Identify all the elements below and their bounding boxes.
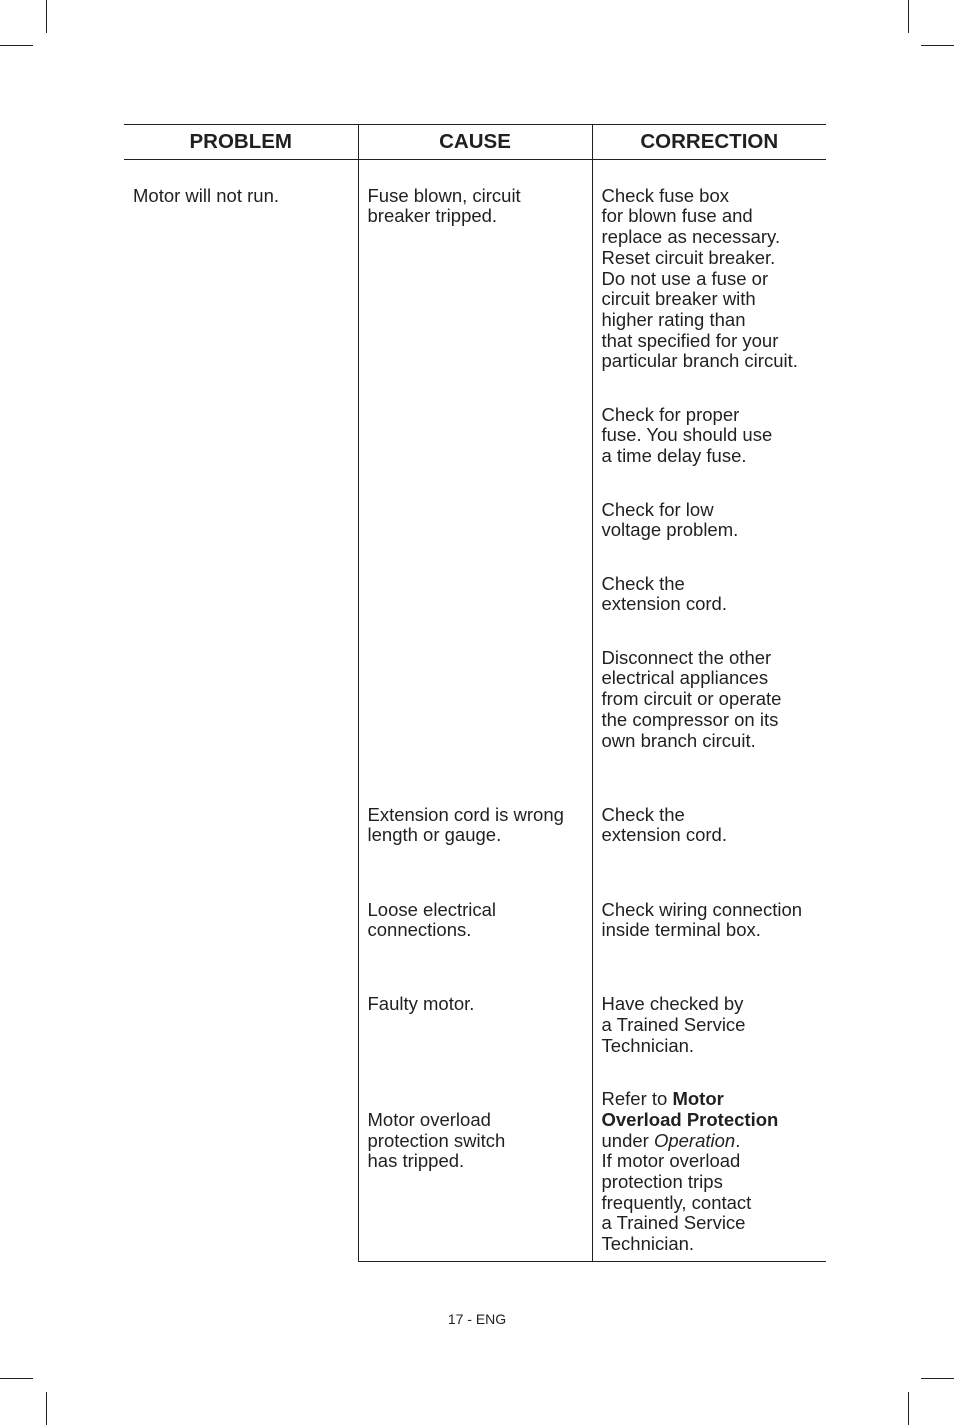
table-row (124, 160, 826, 784)
table-header-row (124, 125, 826, 160)
crop-mark (908, 1392, 909, 1425)
cause-cell: Fuse blown, circuit breaker tripped. (367, 184, 521, 227)
cause-cell: Motor overload protection switch has tripped. (367, 1108, 506, 1172)
problem-cell: Motor will not run. (133, 184, 279, 206)
cause-cell: Faulty motor. (367, 993, 475, 1015)
section-reference: Motor (672, 1088, 724, 1110)
crop-mark (0, 1378, 33, 1379)
crop-mark (908, 0, 909, 33)
crop-mark (921, 45, 954, 46)
correction-paragraph: Check for proper fuse. You should use a time delay fuse. (601, 403, 773, 467)
section-reference-italic: Operation (653, 1129, 736, 1151)
page-number: 17 - ENG (447, 1311, 507, 1327)
correction-paragraph: Check for low voltage problem. (601, 498, 739, 541)
crop-mark (46, 0, 47, 33)
crop-mark (0, 45, 33, 46)
correction-paragraph: Check fuse box for blown fuse and replace as necessary. Reset circuit breaker. Do not use a fuse or circuit breaker with higher rating than that specified for your particular branch circuit. (601, 184, 798, 372)
header-cause: CAUSE (358, 125, 592, 160)
correction-cell: Have checked by a Trained Service Technician. (601, 993, 746, 1056)
cause-cell: Loose electrical connections. (367, 898, 497, 941)
correction-cell: Check wiring connection inside terminal box. (601, 898, 803, 941)
troubleshooting-table (124, 124, 826, 1262)
correction-cell: Refer to Motor Overload Protection under Operation. If motor overload protection trips frequently, contact a Trained Service Technician. (592, 1089, 826, 1261)
crop-mark (46, 1392, 47, 1425)
header-correction: CORRECTION (592, 125, 826, 160)
correction-paragraph: Disconnect the other electrical appliances from circuit or operate the compressor on its own branch circuit. (601, 646, 782, 751)
crop-mark (921, 1378, 954, 1379)
section-reference: Overload Protection (601, 1108, 779, 1130)
cause-cell: Extension cord is wrong length or gauge. (367, 803, 564, 846)
header-problem: PROBLEM (124, 125, 358, 160)
correction-paragraph: Check the extension cord. (601, 572, 727, 615)
correction-cell: Check the extension cord. (601, 803, 727, 846)
